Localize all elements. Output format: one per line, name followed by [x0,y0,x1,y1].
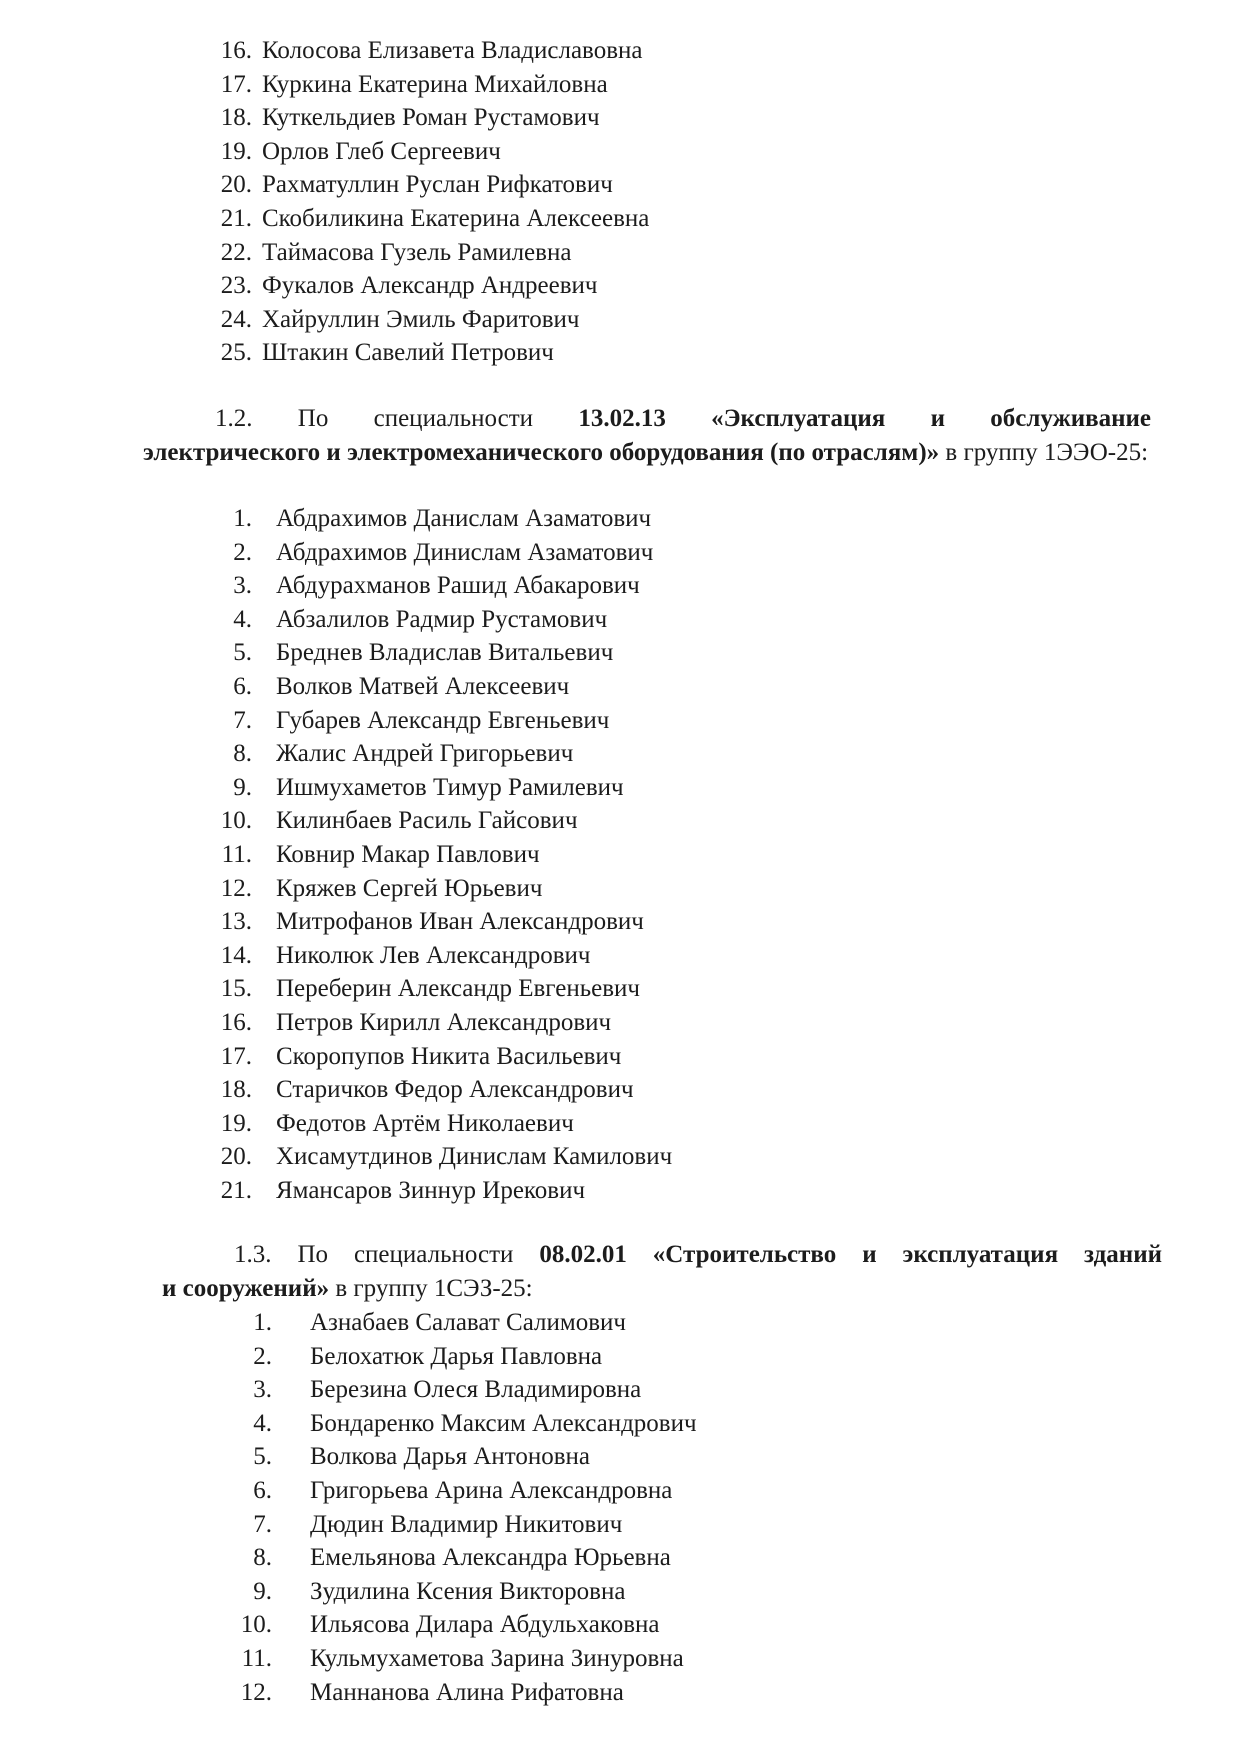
item-number: 24. [220,305,252,333]
list-item [230,1440,697,1474]
student-name: Маннанова Алина Рифатовна [310,1678,624,1706]
student-name: Волкова Дарья Антоновна [310,1443,591,1471]
item-number: 8. [253,1544,272,1572]
student-name: Березина Олеся Владимировна [310,1376,642,1404]
student-name: Колосова Елизавета Владиславовна [262,37,643,64]
list-item [230,1608,697,1642]
section-group: в группу 1ЭЭО-25: [945,439,1149,466]
item-number: 22. [220,238,252,266]
student-name: Старичков Федор Александрович [276,1076,634,1104]
item-number: 3. [233,572,252,600]
list-item [210,536,672,570]
item-number: 2. [233,538,252,566]
item-number: 19. [220,1109,252,1137]
item-number: 20. [220,171,252,199]
student-list-1SEZ-25 [230,1306,697,1709]
list-item [210,804,672,838]
list-item [210,269,649,303]
list-item [210,135,649,169]
student-name: Зудилина Ксения Викторовна [310,1577,626,1605]
item-number: 4. [233,605,252,633]
list-item [210,1174,672,1208]
student-name: Дюдин Владимир Никитович [310,1510,623,1538]
list-item [210,101,649,135]
item-number: 11. [241,1644,272,1672]
student-name: Ковнир Макар Павлович [276,840,540,868]
item-number: 7. [233,706,252,734]
list-item [230,1508,697,1542]
student-name: Куткельдиев Роман Рустамович [262,104,600,132]
item-number: 19. [220,137,252,165]
item-number: 10. [240,1611,272,1639]
item-number: 2. [253,1342,272,1370]
student-name: Ишмухаметов Тимур Рамилевич [276,773,624,801]
item-number: 25. [220,339,252,367]
specialty-title-cont: и сооружений» [162,1275,330,1302]
student-name: Белохатюк Дарья Павловна [310,1342,603,1370]
student-name: Григорьева Арина Александровна [310,1476,673,1504]
list-item [210,1107,672,1141]
list-item [210,336,649,370]
list-item [230,1541,697,1575]
item-number: 18. [220,1076,252,1104]
student-name: Николюк Лев Александрович [276,941,591,969]
list-item [230,1642,697,1676]
item-number: 4. [253,1409,272,1437]
student-name: Жалис Андрей Григорьевич [276,740,574,768]
item-number: 1. [233,505,252,532]
student-name: Ильясова Дилара Абдульхаковна [310,1611,660,1639]
item-number: 9. [253,1577,272,1605]
list-item [210,303,649,337]
student-list-1EEO-25 [210,502,672,1207]
list-item [210,872,672,906]
student-name: Переберин Александр Евгеньевич [276,975,640,1003]
student-name: Орлов Глеб Сергеевич [262,137,501,165]
list-item [210,670,672,704]
student-name: Куркина Екатерина Михайловна [262,70,608,98]
section-number: 1.2. [215,405,253,432]
item-number: 23. [220,272,252,300]
student-name: Азнабаев Салават Салимович [310,1309,626,1336]
list-item [210,34,649,68]
list-item [210,771,672,805]
student-name: Таймасова Гузель Рамилевна [262,238,572,266]
student-name: Ямансаров Зиннур Ирекович [276,1176,586,1204]
list-item [210,168,649,202]
list-item [210,704,672,738]
item-number: 21. [220,204,252,232]
student-name: Абдрахимов Динислам Азаматович [276,538,654,566]
list-item [210,972,672,1006]
item-number: 14. [220,941,252,969]
student-name: Кульмухаметова Зарина Зинуровна [310,1644,684,1672]
item-number: 21. [220,1176,252,1204]
student-name: Скоропупов Никита Васильевич [276,1042,622,1070]
list-item [230,1373,697,1407]
specialty-title: 08.02.01 «Строительство и эксплуатация зданий [539,1241,1162,1268]
item-number: 5. [233,639,252,667]
item-number: 17. [220,1042,252,1070]
item-number: 11. [221,840,252,868]
item-number: 20. [220,1143,252,1171]
item-number: 16. [220,37,252,64]
list-item [210,737,672,771]
student-list-continued [210,34,649,370]
student-name: Рахматуллин Руслан Рифкатович [262,171,613,199]
list-item [210,838,672,872]
list-item [210,502,672,536]
list-item [210,68,649,102]
list-item [210,603,672,637]
student-name: Килинбаев Расиль Гайсович [276,807,578,835]
list-item [210,1006,672,1040]
student-name: Кряжев Сергей Юрьевич [276,874,543,902]
list-item [230,1407,697,1441]
item-number: 12. [220,874,252,902]
student-name: Хисамутдинов Динислам Камилович [276,1143,673,1171]
item-number: 12. [240,1678,272,1706]
student-name: Хайруллин Эмиль Фаритович [262,305,580,333]
section-group: в группу 1СЭЗ-25: [335,1275,533,1302]
item-number: 9. [233,773,252,801]
item-number: 1. [253,1309,272,1336]
student-name: Фукалов Александр Андреевич [262,272,598,300]
item-number: 8. [233,740,252,768]
list-item [230,1306,697,1340]
student-name: Митрофанов Иван Александрович [276,908,644,936]
student-name: Губарев Александр Евгеньевич [276,706,610,734]
list-item [230,1340,697,1374]
section-prefix: По специальности [297,405,534,432]
item-number: 15. [220,975,252,1003]
list-item [210,569,672,603]
item-number: 7. [253,1510,272,1538]
list-item [210,939,672,973]
list-item [230,1575,697,1609]
student-name: Волков Матвей Алексеевич [276,672,570,700]
student-name: Абдрахимов Данислам Азаматович [276,505,652,532]
item-number: 13. [220,908,252,936]
list-item [210,202,649,236]
specialty-title: 13.02.13 «Эксплуатация и обслуживание [578,405,1152,432]
item-number: 6. [233,672,252,700]
list-item [230,1676,697,1710]
student-name: Бондаренко Максим Александрович [310,1409,697,1437]
student-name: Абзалилов Радмир Рустамович [276,605,608,633]
list-item [210,636,672,670]
item-number: 10. [220,807,252,835]
item-number: 18. [220,104,252,132]
student-name: Емельянова Александра Юрьевна [310,1544,671,1572]
list-item [210,236,649,270]
student-name: Абдурахманов Рашид Абакарович [276,572,640,600]
student-name: Федотов Артём Николаевич [276,1109,574,1137]
item-number: 6. [253,1476,272,1504]
list-item [210,1040,672,1074]
specialty-title-cont: электрического и электромеханического оборудования (по отраслям)» [143,439,940,466]
list-item [230,1474,697,1508]
section-number: 1.3. [234,1241,272,1268]
student-name: Скобиликина Екатерина Алексеевна [262,204,650,232]
item-number: 16. [220,1008,252,1036]
section-1-2-heading [143,402,1151,470]
student-name: Петров Кирилл Александрович [276,1008,612,1036]
item-number: 5. [253,1443,272,1471]
item-number: 17. [220,70,252,98]
item-number: 3. [253,1376,272,1404]
section-prefix: По специальности [297,1241,514,1268]
section-1-3-heading [162,1238,1162,1306]
list-item [210,905,672,939]
list-item [210,1073,672,1107]
student-name: Бреднев Владислав Витальевич [276,639,614,667]
student-name: Штакин Савелий Петрович [262,339,554,367]
list-item [210,1140,672,1174]
